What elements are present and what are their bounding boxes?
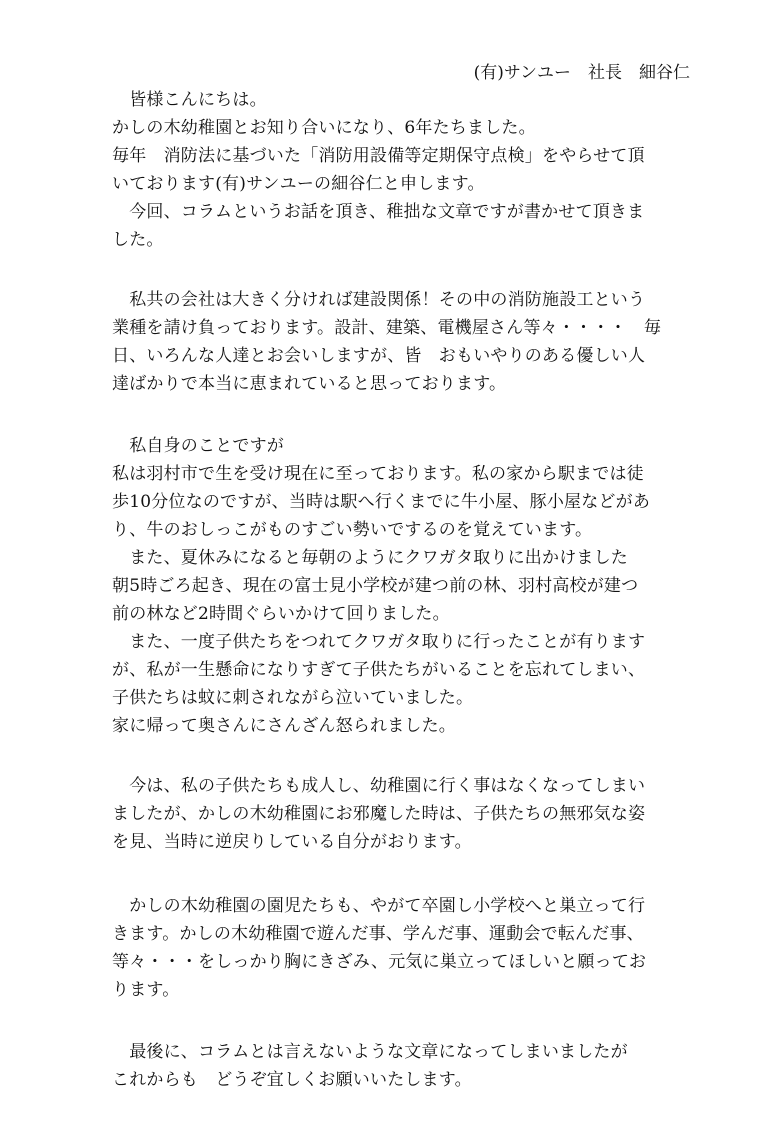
body-line: いております(有)サンユーの細谷仁と申します。 xyxy=(112,174,485,194)
body-line: 子供たちは蚊に刺されながら泣いていました。 xyxy=(112,688,474,708)
body-line: 日、いろんな人達とお会いしますが、皆 おもいやりのある優しい人 xyxy=(112,346,646,366)
body-line: を見、当時に逆戻りしている自分がおります。 xyxy=(112,832,472,852)
body-line: した。 xyxy=(112,230,164,250)
body-line: ましたが、かしの木幼稚園にお邪魔した時は、子供たちの無邪気な姿 xyxy=(112,804,646,824)
body-line: 今は、私の子供たちも成人し、幼稚園に行く事はなくなってしまい xyxy=(112,776,646,796)
body-line: 今回、コラムというお話を頂き、稚拙な文章ですが書かせて頂きま xyxy=(112,202,645,222)
body-line: 最後に、コラムとは言えないような文章になってしまいましたが xyxy=(112,1042,628,1062)
body-line: 朝5時ごろ起き、現在の富士見小学校が建つ前の林、羽村高校が建つ xyxy=(112,576,639,596)
body-line: これからも どうぞ宜しくお願いいたします。 xyxy=(112,1070,472,1090)
body-line: が、私が一生懸命になりすぎて子供たちがいることを忘れてしまい、 xyxy=(112,660,646,680)
body-line: 私共の会社は大きく分ければ建設関係！その中の消防施設工という xyxy=(112,290,646,310)
body-line: 歩10分位なのですが、当時は駅へ行くまでに牛小屋、豚小屋などがあ xyxy=(112,492,651,512)
body-line: また、夏休みになると毎朝のようにクワガタ取りに出かけました xyxy=(112,548,628,568)
body-line: 私自身のことですが xyxy=(112,436,284,456)
body-line: ります。 xyxy=(112,980,180,1000)
body-line: 等々・・・をしっかり胸にきざみ、元気に巣立ってほしいと願ってお xyxy=(112,952,647,972)
body-line: 業種を請け負っております。設計、建築、電機屋さん等々・・・・ 毎 xyxy=(112,318,662,338)
body-line: 毎年 消防法に基づいた「消防用設備等定期保守点検」をやらせて頂 xyxy=(112,146,645,166)
body-line: 前の林など2時間ぐらいかけて回りました。 xyxy=(112,604,450,624)
body-line: 皆様こんにちは。 xyxy=(112,90,267,110)
body-line: かしの木幼稚園の園児たちも、やがて卒園し小学校へと巣立って行 xyxy=(112,896,646,916)
body-line: かしの木幼稚園とお知り合いになり、6年たちました。 xyxy=(112,118,536,138)
body-line: きます。かしの木幼稚園で遊んだ事、学んだ事、運動会で転んだ事、 xyxy=(112,924,644,944)
body-line: 私は羽村市で生を受け現在に至っております。私の家から駅までは徒 xyxy=(112,464,644,484)
body-line: 家に帰って奥さんにさんざん怒られました。 xyxy=(112,716,456,736)
body-line: り、牛のおしっこがものすごい勢いでするのを覚えています。 xyxy=(112,520,593,540)
body-line: また、一度子供たちをつれてクワガタ取りに行ったことが有ります xyxy=(112,632,646,652)
body-line: 達ばかりで本当に恵まれていると思っております。 xyxy=(112,374,507,394)
author-line: (有)サンユー 社長 細谷仁 xyxy=(473,63,690,83)
